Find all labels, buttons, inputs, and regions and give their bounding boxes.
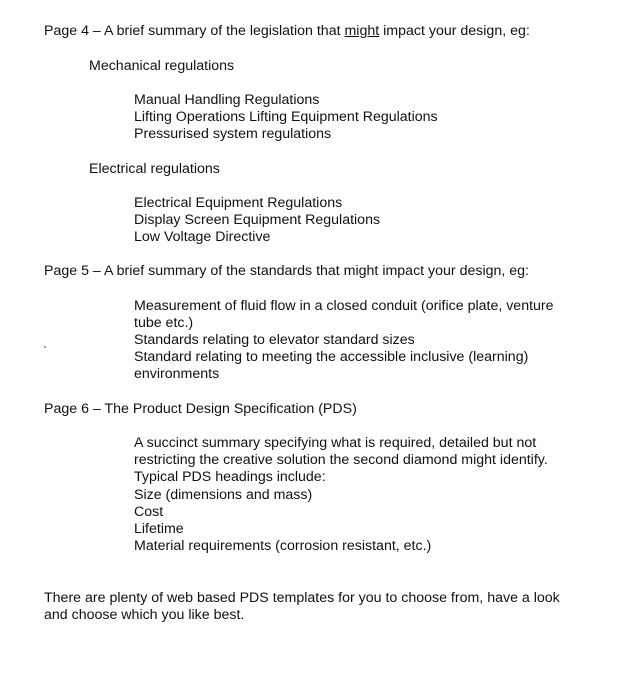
page5-heading: Page 5 – A brief summary of the standards that might impact your design, eg: — [44, 263, 529, 279]
pds-line: restricting the creative solution the second diamond might identify. — [134, 452, 548, 468]
electrical-item: Electrical Equipment Regulations — [134, 195, 343, 211]
pds-line: Typical PDS headings include: — [134, 469, 326, 485]
electrical-item: Low Voltage Directive — [134, 229, 271, 245]
pds-heading-item: Lifetime — [134, 521, 184, 537]
standards-item: Standard relating to meeting the accessible inclusive (learning) — [134, 349, 529, 365]
electrical-regulations-title: Electrical regulations — [89, 161, 220, 177]
standards-item: Measurement of fluid flow in a closed conduit (orifice plate, venture — [134, 298, 554, 314]
standards-item: environments — [134, 366, 220, 382]
footer-text: and choose which you like best. — [44, 607, 245, 623]
mechanical-item: Pressurised system regulations — [134, 126, 332, 142]
mechanical-regulations-title: Mechanical regulations — [89, 58, 235, 74]
page6-heading: Page 6 – The Product Design Specification (PDS) — [44, 401, 357, 417]
page4-heading-emphasis: might — [344, 23, 380, 39]
pds-heading-item: Size (dimensions and mass) — [134, 487, 313, 503]
stray-mark: ` — [43, 344, 47, 358]
mechanical-item: Lifting Operations Lifting Equipment Regulations — [134, 109, 438, 125]
page4-heading-text-end: impact your design, eg: — [379, 23, 530, 39]
pds-heading-item: Cost — [134, 504, 164, 520]
page4-heading-text: Page 4 – A brief summary of the legislation that — [44, 23, 345, 39]
electrical-item: Display Screen Equipment Regulations — [134, 212, 381, 228]
pds-heading-item: Material requirements (corrosion resistant, etc.) — [134, 538, 432, 554]
footer-text: There are plenty of web based PDS templates for you to choose from, have a look — [44, 590, 560, 606]
page4-heading — [44, 23, 530, 40]
standards-item: tube etc.) — [134, 315, 194, 331]
standards-item: Standards relating to elevator standard sizes — [134, 332, 415, 348]
mechanical-item: Manual Handling Regulations — [134, 92, 320, 108]
pds-line: A succinct summary specifying what is required, detailed but not — [134, 435, 537, 451]
